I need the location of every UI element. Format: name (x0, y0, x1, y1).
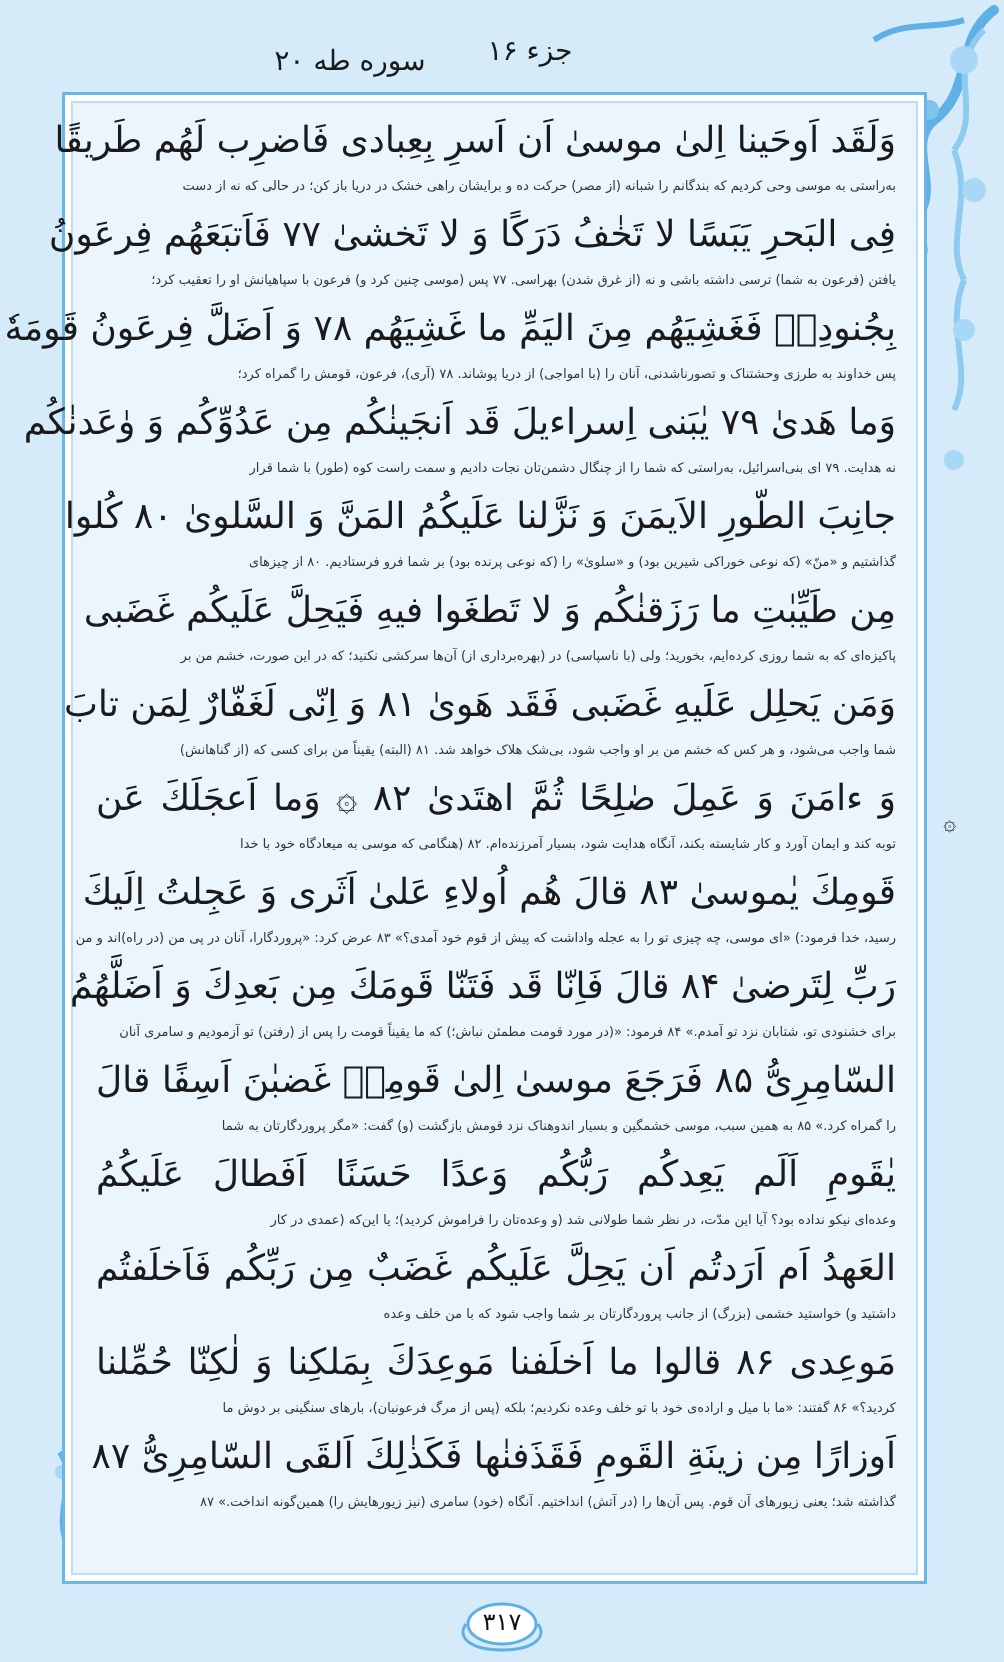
translation-text: وعده‌ای نیکو نداده بود؟ آیا این مدّت، در نظر شما طولانی شد (و وعده‌تان را فراموش کردید)؛ یا این‌که (عمدی در کار (270, 1213, 896, 1228)
arabic-text: وَما هَدىٰ ۷۹ يٰبَنى اِسراءيلَ قَد اَنجَينٰكُم مِن عَدُوِّكُم وَ وٰعَدنٰكُم (23, 402, 896, 443)
quran-page (4, 110, 897, 1560)
verse-line (96, 768, 896, 862)
translation-text: برای خشنودی تو، شتابان نزد تو آمدم.» ۸۴ فرمود: «(در مورد قومت مطمئن نباش؛) که ما یقیناً قومت را پس از (رفتن) تو آزمودیم و سامری آنان (119, 1025, 896, 1040)
arabic-text: اَوزارًا مِن زينَةِ القَومِ فَقَذَفنٰها فَكَذٰلِكَ اَلقَى السّامِرِىُّ ۸۷ (91, 1436, 896, 1477)
arabic-text: العَهدُ اَم اَرَدتُم اَن يَحِلَّ عَلَيكُم غَضَبٌ مِن رَبِّكُم فَاَخلَفتُم (96, 1248, 896, 1289)
translation-text: رسید، خدا فرمود:) «ای موسی، چه چیزی تو را به عجله واداشت که پیش از قوم خود آمدی؟» ۸۳ عرض کرد: «پروردگارا، آنان در پی من (در راه)اند و من (75, 931, 896, 946)
arabic-text: جانِبَ الطّورِ الاَيمَنَ وَ نَزَّلنا عَلَيكُمُ المَنَّ وَ السَّلوىٰ ۸۰ كُلوا (64, 496, 896, 537)
translation-text: شما واجب می‌شود، و هر کس که خشم من بر او واجب شود، بی‌شک هلاک خواهد شد. ۸۱ (البته) یقیناً من برای کسی که (از گناهانش) (179, 743, 896, 758)
translation-text: پس خداوند به طرزی وحشتناک و تصورناشدنی، آنان را (با امواجی) از دریا پوشاند. ۷۸ (آری)، فرعون، قومش را گمراه کرد؛ (237, 367, 896, 382)
translation-text: کردید؟» ۸۶ گفتند: «ما با میل و اراده‌ی خود با تو خلف وعده نکردیم؛ بلکه (پس از مرگ فرعونیان)، بارهای سنگینی بر دوش ما (222, 1401, 896, 1416)
translation-text: پاکیزه‌ای که به شما روزی کرده‌ایم، بخورید؛ ولی (با ناسپاسی) در (بهره‌برداری از) آن‌ها سرکشی نکنید؛ که در این صورت، خشم من بر (180, 649, 896, 664)
arabic-text: السّامِرِىُّ ۸۵ فَرَجَعَ موسىٰ اِلىٰ قَومِهٖ غَضبٰنَ اَسِفًا قالَ (96, 1060, 897, 1101)
verse-line (69, 956, 896, 1050)
translation-text: گذاشتیم و «منّ» (که نوعی خوراکی شیرین بود) و «سلویٰ» را (که نوعی پرنده بود) بر شما فرو فرستادیم. ۸۰ از چیزهای (248, 555, 896, 570)
translation-text: گذاشته شد؛ یعنی زیورهای آن قوم. پس آن‌ها را (در آتش) انداختیم. آنگاه (خود) سامری (نیز زیورهایش را) همین‌گونه انداخت.» ۸۷ (200, 1495, 896, 1510)
arabic-text: مِن طَيِّبٰتِ ما رَزَقنٰكُم وَ لا تَطغَوا فيهِ فَيَحِلَّ عَلَيكُم غَضَبى (83, 590, 896, 631)
arabic-text: وَمَن يَحلِل عَلَيهِ غَضَبى فَقَد هَوىٰ ۸۱ وَ اِنّى لَغَفّارٌ لِمَن تابَ (64, 684, 896, 725)
verse-line (91, 1426, 896, 1520)
verse-line (4, 298, 896, 392)
verse-line (96, 1238, 896, 1332)
verse-line (23, 392, 896, 486)
verse-line (54, 110, 896, 204)
surah-title: سوره طه ۲۰ (274, 44, 426, 77)
sajda-marker: ۞ (940, 820, 965, 833)
arabic-text: يٰقَومِ اَلَم يَعِدكُم رَبُّكُم وَعدًا حَسَنًا اَفَطالَ عَلَيكُمُ (96, 1154, 896, 1195)
verse-line (96, 1050, 896, 1144)
arabic-text: وَلَقَد اَوحَينا اِلىٰ موسىٰ اَن اَسرِ بِعِبادى فَاضرِب لَهُم طَريقًا (54, 120, 896, 161)
arabic-text: وَ ءامَنَ وَ عَمِلَ صٰلِحًا ثُمَّ اهتَدىٰ ۸۲ ۞ وَما اَعجَلَكَ عَن (96, 778, 896, 819)
translation-text: توبه کند و ایمان آورد و کار شایسته بکند، آنگاه هدایت شود، بسیار آمرزنده‌ام. ۸۲ (هنگامی که موسی به میعادگاه خود با خدا (240, 837, 896, 852)
translation-text: یافتن (فرعون به شما) ترسی داشته باشی و نه (از غرق شدن) بهراسی. ۷۷ پس (موسی چنین کرد و) فرعون با سپاهیانش او را تعقیب کرد؛ (151, 273, 896, 288)
arabic-text: مَوعِدى ۸۶ قالوا ما اَخلَفنا مَوعِدَكَ بِمَلكِنا وَ لٰكِنّا حُمِّلنا (96, 1342, 896, 1383)
page-number: ۳۱۷ (482, 1608, 522, 1636)
juz-title: جزء ۱۶ (487, 34, 573, 67)
translation-text: داشتید و) خواستید خشمی (بزرگ) از جانب پروردگارتان بر شما واجب شود که با من خلف وعده (383, 1307, 896, 1322)
arabic-text: رَبِّ لِتَرضىٰ ۸۴ قالَ فَاِنّا قَد فَتَنّا قَومَكَ مِن بَعدِكَ وَ اَضَلَّهُمُ (69, 966, 896, 1007)
arabic-text: بِجُنودِهٖ فَغَشِيَهُم مِنَ اليَمِّ ما غَشِيَهُم ۷۸ وَ اَضَلَّ فِرعَونُ قَومَهٗ (4, 308, 896, 349)
translation-text: به‌راستی به موسی وحی کردیم که بندگانم را شبانه (از مصر) حرکت ده و برایشان راهی خشک در دریا باز کن؛ در حالی که نه از دست (182, 179, 896, 194)
verse-line (75, 862, 896, 956)
verse-line (64, 486, 896, 580)
page-number-badge (452, 1598, 552, 1654)
arabic-text: قَومِكَ يٰموسىٰ ۸۳ قالَ هُم اُولاءِ عَلىٰ اَثَرى وَ عَجِلتُ اِلَيكَ (82, 872, 896, 913)
arabic-text: فِى البَحرِ يَبَسًا لا تَخٰفُ دَرَكًا وَ لا تَخشىٰ ۷۷ فَاَتبَعَهُم فِرعَونُ (48, 214, 896, 255)
verse-line (96, 1144, 896, 1238)
translation-text: را گمراه کرد.» ۸۵ به همین سبب، موسی خشمگین و بسیار اندوهناک نزد قومش بازگشت (و) گفت: «مگر پروردگارتان به شما (221, 1119, 896, 1134)
translation-text: نه هدایت. ۷۹ ای بنی‌اسرائیل، به‌راستی که شما را از چنگال دشمن‌تان نجات دادیم و سمت راست کوه (طور) با شما قرار (249, 461, 896, 476)
verse-line (83, 580, 896, 674)
verse-line (48, 204, 896, 298)
page-header (0, 30, 1004, 90)
verse-line (96, 1332, 896, 1426)
verse-line (64, 674, 896, 768)
